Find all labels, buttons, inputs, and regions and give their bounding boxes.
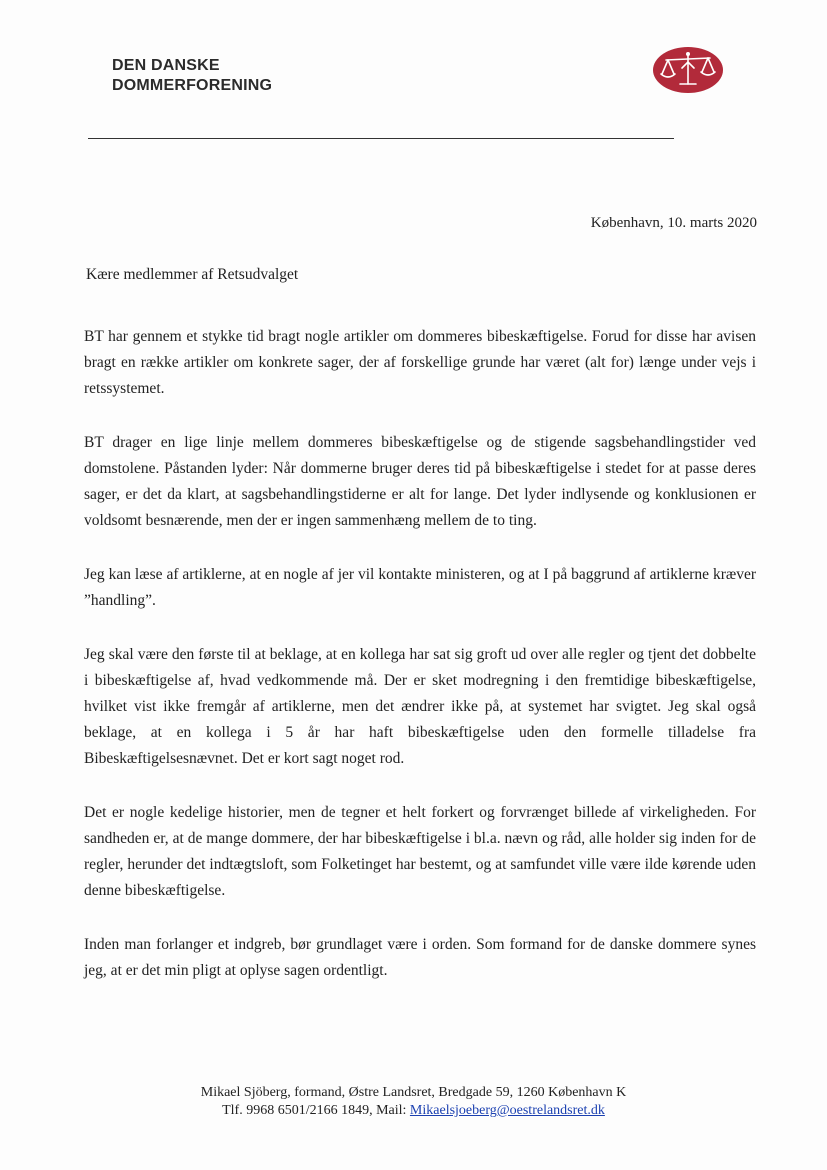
paragraph-6: Inden man forlanger et indgreb, bør grundlaget være i orden. Som formand for de danske dommere synes jeg, at er det min pligt at oplyse sagen ordentligt. [84,936,756,979]
org-name-line-2: DOMMERFORENING [112,77,273,94]
letter-body [84,324,756,1012]
paragraph-3: Jeg kan læse af artiklerne, at en nogle af jer vil kontakte ministeren, og at I på baggrund af artiklerne kræver ”handling”. [84,566,756,609]
paragraph-2: BT drager en lige linje mellem dommeres bibeskæftigelse og de stigende sagsbehandlingstider ved domstolene. Påstanden lyder: Når dommerne bruger deres tid på bibeskæftigelse i stedet for at passe deres sager, er det da klart, at sagsbehandlingstiderne er alt for lange. Det lyder indlysende og konklusionen er voldsomt besnærende, men der er ingen sammenhæng mellem de to ting. [84,434,756,529]
paragraph-5: Det er nogle kedelige historier, men de tegner et helt forkert og forvrænget billede af virkeligheden. For sandheden er, at de mange dommere, der har bibeskæftigelse i bl.a. nævn og råd, alle holder sig inden for de regler, herunder det indtægtsloft, som Folketinget har bestemt, og at samfundet ville være ilde kørende uden denne bibeskæftigelse. [84,804,756,899]
letter-date: København, 10. marts 2020 [590,215,757,231]
letter-footer [0,1084,827,1120]
footer-phone: Tlf. 9968 6501/2166 1849, Mail: [222,1103,410,1118]
paragraph-4: Jeg skal være den første til at beklage, at en kollega har sat sig groft ud over alle regler og tjent det dobbelte i bibeskæftigelse af, hvad vedkommende må. Der er sket modregning i den fremtidige bibeskæftigelse, hvilket vist ikke fremgår af artiklerne, men det ændrer ikke på, at systemet har svigtet. Jeg skal også beklage, at en kollega i 5 år har haft bibeskæftigelse uden den formelle tilladelse fra Bibeskæftigelsesnævnet. Det er kort sagt noget rod. [84,646,756,767]
footer-contact [0,1102,827,1120]
email-link[interactable]: Mikaelsjoeberg@oestrelandsret.dk [409,1103,605,1118]
letter-greeting: Kære medlemmer af Retsudvalget [86,266,299,283]
organization-name [112,56,272,96]
header-divider [88,138,674,139]
paragraph-1: BT har gennem et stykke tid bragt nogle artikler om dommeres bibeskæftigelse. Forud for disse har avisen bragt en række artikler om konkrete sager, der af forskellige grunde har været (alt for) længe under vejs i retssystemet. [84,328,756,397]
footer-address: Mikael Sjöberg, formand, Østre Landsret, Bredgade 59, 1260 København K [200,1085,627,1100]
scales-of-justice-logo-icon [652,46,724,94]
org-name-line-1: DEN DANSKE [112,57,220,74]
